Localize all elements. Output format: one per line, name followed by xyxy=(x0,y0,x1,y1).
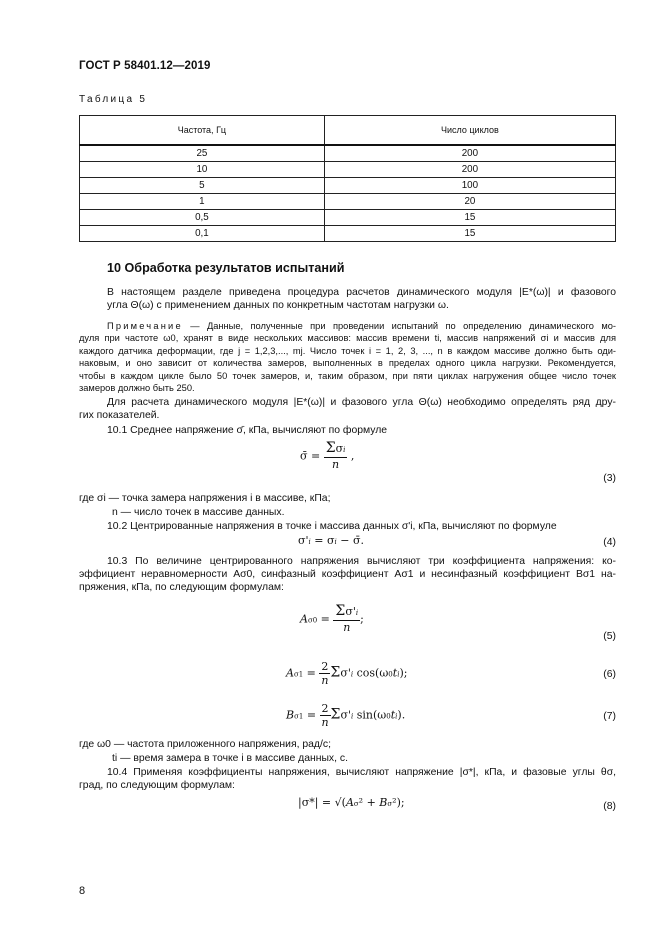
table-row xyxy=(80,145,616,162)
text-line: угла Θ(ω) с применением данных по конкретным частотам нагрузки ω. xyxy=(107,300,449,311)
text-line: — Данные, полученные при проведении испытаний по определению динамического мо- xyxy=(182,321,616,331)
cell-frequency: 10 xyxy=(80,162,325,178)
column-header-frequency: Частота, Гц xyxy=(80,116,325,146)
text-line: замеров должно быть 250. xyxy=(79,383,195,394)
column-header-cycles: Число циклов xyxy=(324,116,615,146)
formula-4: σ'i = σi − σ̄. xyxy=(298,534,364,547)
document-code: ГОСТ Р 58401.12—2019 xyxy=(79,60,211,72)
text-line: наковым, и оно зависит от количества замеров, выполненных в пределах одного цикла нагрузки. Рекомендуется, xyxy=(79,358,616,369)
cell-cycles: 200 xyxy=(324,162,615,178)
clause-10-3 xyxy=(79,555,616,594)
formula-5: Aσ0 = $\frac{\Sigma\sigma'i}{n}$ ; xyxy=(300,603,364,634)
cell-cycles: 15 xyxy=(324,226,615,242)
cell-cycles: 20 xyxy=(324,194,615,210)
cell-frequency: 0,5 xyxy=(80,210,325,226)
equation-number: (3) xyxy=(603,473,616,484)
equation-number: (7) xyxy=(603,711,616,722)
note-label: Примечание xyxy=(107,321,183,331)
text-line: В настоящем разделе приведена процедура расчетов динамического модуля |E*(ω)| и фазового xyxy=(107,287,616,298)
formula-6: Aσ1 = $\frac{2}{n}$ Σσ'i cos(ω0ti); xyxy=(286,660,408,687)
text-line: чтобы в каждом цикле было 50 точек замеров, и, таким образом, при пяти циклах нагружения общее число точек xyxy=(79,370,616,381)
table-caption: Таблица 5 xyxy=(79,94,148,105)
clause-10-2: 10.2 Центрированные напряжения в точке i массива данных σ'i, кПа, вычисляют по формуле xyxy=(107,521,557,532)
formula-7: Bσ1 = $\frac{2}{n}$ Σσ'i sin(ω0ti). xyxy=(286,702,406,729)
table-row xyxy=(80,210,616,226)
text-line: гих показателей. xyxy=(79,410,160,421)
cell-cycles: 15 xyxy=(324,210,615,226)
formula-3: σ̄ = $\frac{\text{Σσi}}{n}$ , xyxy=(300,440,355,471)
text-line: 10.4 Применяя коэффициенты напряжения, вычисляют напряжение |σ*|, кПа, и фазовые углы θσ, xyxy=(107,767,616,778)
cell-frequency: 0,1 xyxy=(80,226,325,242)
intro-paragraph xyxy=(79,286,616,312)
formula-8: |σ*| = √(Aσ² + Bσ²); xyxy=(298,796,405,809)
note-paragraph xyxy=(79,320,616,394)
calc-paragraph xyxy=(79,396,616,422)
cell-frequency: 5 xyxy=(80,178,325,194)
equation-number: (6) xyxy=(603,669,616,680)
where-text: где ω0 — частота приложенного напряжения, рад/с; xyxy=(79,739,331,750)
where-text: ti — время замера в точке i в массиве данных, с. xyxy=(112,753,348,764)
frequency-cycles-table xyxy=(79,115,616,242)
table-row xyxy=(80,178,616,194)
equation-number: (8) xyxy=(603,801,616,812)
table-row xyxy=(80,162,616,178)
where-text: где σi — точка замера напряжения i в массиве, кПа; xyxy=(79,493,331,504)
section-heading: 10 Обработка результатов испытаний xyxy=(107,261,345,275)
text-line: эффициент неравномерности Aσ0, синфазный коэффициент Aσ1 и несинфазный коэффициент Bσ1 на- xyxy=(79,569,616,580)
clause-10-4 xyxy=(79,766,616,792)
table-row xyxy=(80,226,616,242)
text-line: 10.3 По величине центрированного напряжения вычисляют три коэффициента напряжения: ко- xyxy=(107,556,616,567)
cell-frequency: 25 xyxy=(80,145,325,162)
text-line: дуля при частоте ω0, хранят в виде нескольких массивов: массив времени ti, массив напряжений σi и массив для xyxy=(79,333,616,344)
text-line: Для расчета динамического модуля |E*(ω)| и фазового угла Θ(ω) необходимо определять ряд дру- xyxy=(107,397,616,408)
text-line: каждого датчика деформации, где j = 1,2,3,..., mj. Число точек i = 1, 2, 3, ..., n в каждом массиве должно быть оди- xyxy=(79,345,616,356)
clause-10-1: 10.1 Среднее напряжение σ̄, кПа, вычисляют по формуле xyxy=(107,425,388,436)
cell-cycles: 200 xyxy=(324,145,615,162)
where-text: n — число точек в массиве данных. xyxy=(112,507,285,518)
equation-number: (4) xyxy=(603,537,616,548)
text-line: пряжения, кПа, по следующим формулам: xyxy=(79,582,284,593)
cell-frequency: 1 xyxy=(80,194,325,210)
cell-cycles: 100 xyxy=(324,178,615,194)
equation-number: (5) xyxy=(603,631,616,642)
text-line: град, по следующим формулам: xyxy=(79,780,235,791)
table-row xyxy=(80,194,616,210)
page-number: 8 xyxy=(79,885,86,897)
